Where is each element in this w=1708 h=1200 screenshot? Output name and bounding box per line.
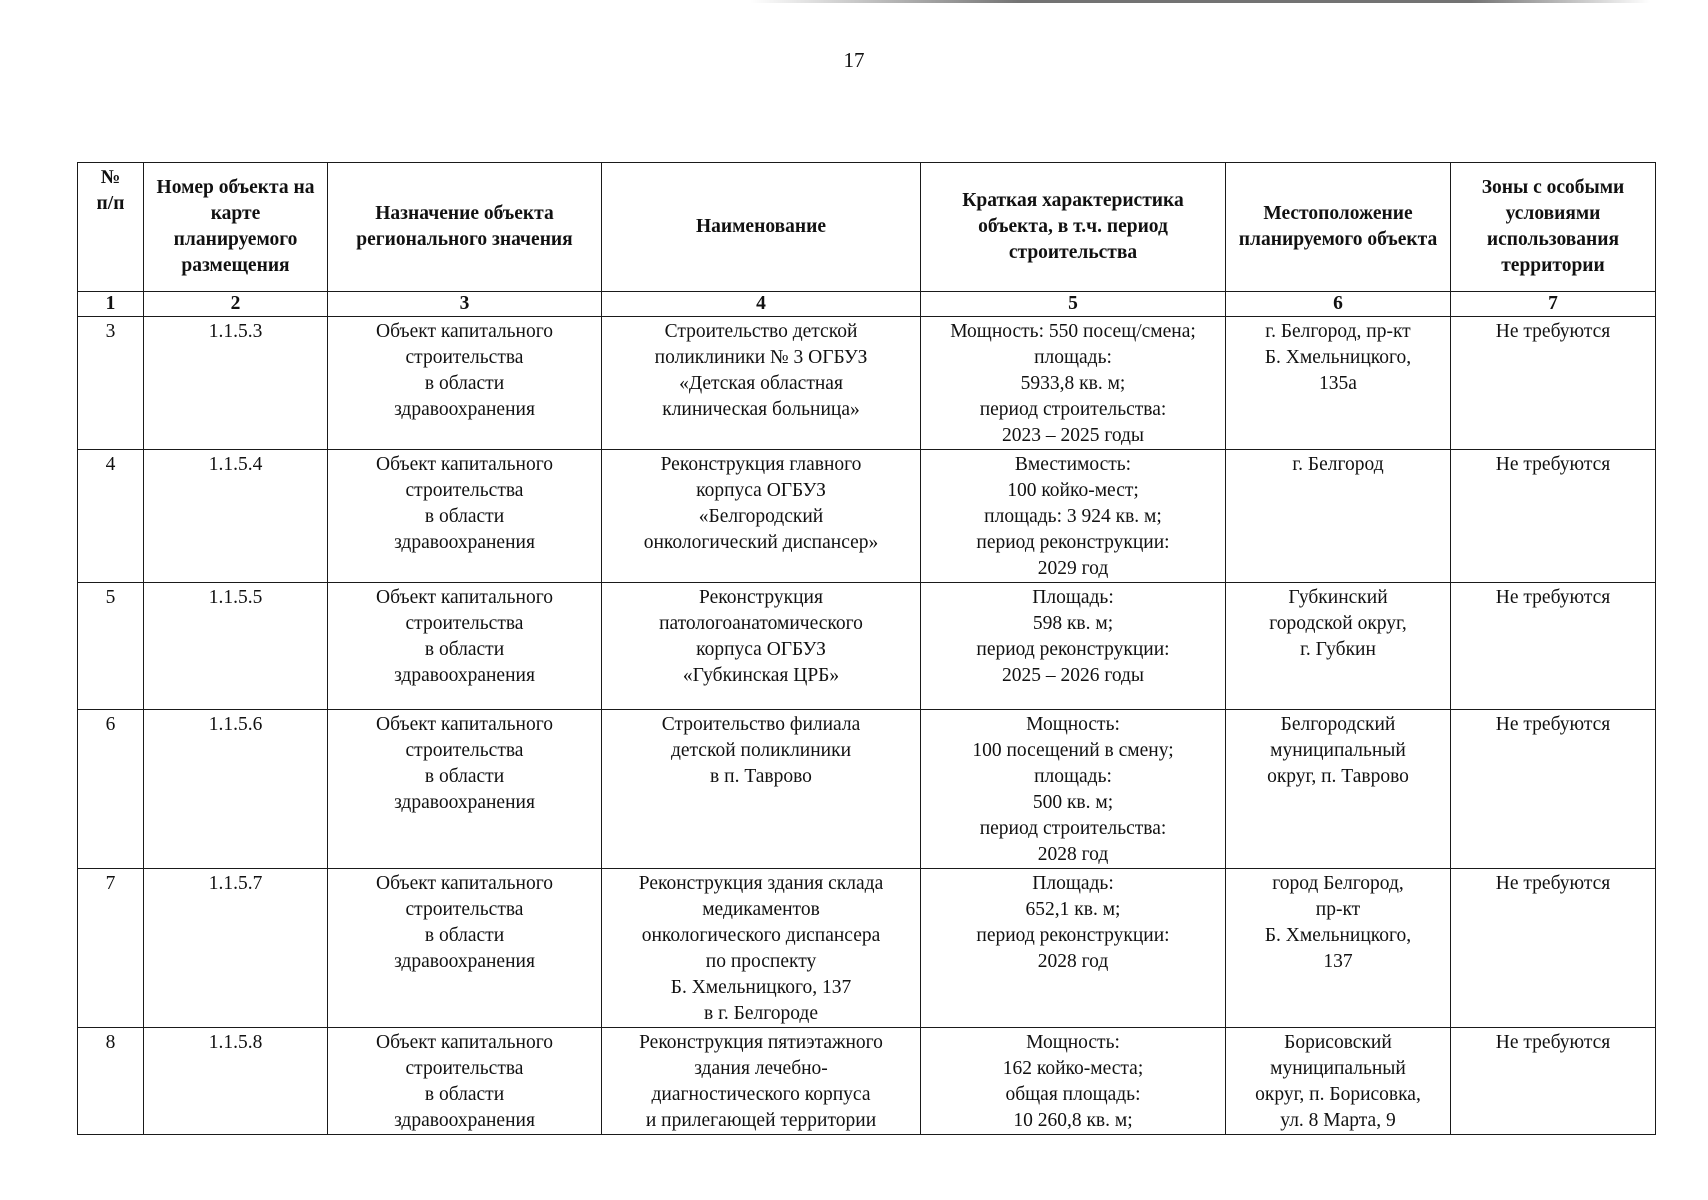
cell-purpose: Объект капитального строительства в области здравоохранения	[328, 317, 602, 450]
cell-characteristics: Мощность: 550 посещ/смена; площадь: 5933,8 кв. м; период строительства: 2023 – 2025 годы	[921, 317, 1226, 450]
cell-characteristics: Мощность: 162 койко-места; общая площадь: 10 260,8 кв. м;	[921, 1028, 1226, 1135]
column-number: 6	[1226, 292, 1451, 317]
cell-map-code: 1.1.5.7	[144, 869, 328, 1028]
cell-location: город Белгород, пр-кт Б. Хмельницкого, 137	[1226, 869, 1451, 1028]
table-row	[78, 1028, 1656, 1135]
cell-location: Губкинский городской округ, г. Губкин	[1226, 583, 1451, 710]
cell-purpose: Объект капитального строительства в области здравоохранения	[328, 1028, 602, 1135]
cell-zones: Не требуются	[1451, 317, 1656, 450]
cell-location: Борисовский муниципальный округ, п. Борисовка, ул. 8 Марта, 9	[1226, 1028, 1451, 1135]
header-map-code: Номер объекта на карте планируемого размещения	[144, 163, 328, 292]
column-number: 3	[328, 292, 602, 317]
cell-number: 4	[78, 450, 144, 583]
cell-name: Строительство детской поликлиники № 3 ОГБУЗ «Детская областная клиническая больница»	[602, 317, 921, 450]
cell-number: 6	[78, 710, 144, 869]
column-number: 5	[921, 292, 1226, 317]
cell-characteristics: Площадь: 652,1 кв. м; период реконструкции: 2028 год	[921, 869, 1226, 1028]
cell-purpose: Объект капитального строительства в области здравоохранения	[328, 583, 602, 710]
objects-table	[77, 162, 1656, 1135]
cell-map-code: 1.1.5.6	[144, 710, 328, 869]
cell-characteristics: Мощность: 100 посещений в смену; площадь: 500 кв. м; период строительства: 2028 год	[921, 710, 1226, 869]
header-zones: Зоны с особыми условиями использования территории	[1451, 163, 1656, 292]
table-row	[78, 317, 1656, 450]
cell-number: 7	[78, 869, 144, 1028]
cell-purpose: Объект капитального строительства в области здравоохранения	[328, 869, 602, 1028]
cell-number: 8	[78, 1028, 144, 1135]
cell-map-code: 1.1.5.4	[144, 450, 328, 583]
cell-map-code: 1.1.5.5	[144, 583, 328, 710]
table-header-row	[78, 163, 1656, 292]
cell-zones: Не требуются	[1451, 450, 1656, 583]
cell-zones: Не требуются	[1451, 583, 1656, 710]
cell-zones: Не требуются	[1451, 1028, 1656, 1135]
table-row	[78, 869, 1656, 1028]
column-number: 1	[78, 292, 144, 317]
cell-name: Строительство филиала детской поликлиники в п. Таврово	[602, 710, 921, 869]
cell-location: г. Белгород, пр-кт Б. Хмельницкого, 135а	[1226, 317, 1451, 450]
cell-number: 3	[78, 317, 144, 450]
header-number: № п/п	[78, 163, 144, 292]
column-numbers-row	[78, 292, 1656, 317]
cell-number: 5	[78, 583, 144, 710]
cell-map-code: 1.1.5.8	[144, 1028, 328, 1135]
table-row	[78, 583, 1656, 710]
table-row	[78, 450, 1656, 583]
page-number: 17	[843, 48, 865, 72]
cell-characteristics: Вместимость: 100 койко-мест; площадь: 3 924 кв. м; период реконструкции: 2029 год	[921, 450, 1226, 583]
cell-zones: Не требуются	[1451, 869, 1656, 1028]
cell-location: г. Белгород	[1226, 450, 1451, 583]
cell-purpose: Объект капитального строительства в области здравоохранения	[328, 710, 602, 869]
cell-zones: Не требуются	[1451, 710, 1656, 869]
cell-name: Реконструкция патологоанатомического корпуса ОГБУЗ «Губкинская ЦРБ»	[602, 583, 921, 710]
cell-name: Реконструкция здания склада медикаментов онкологического диспансера по проспекту Б. Хмельницкого, 137 в г. Белгороде	[602, 869, 921, 1028]
header-location: Местоположение планируемого объекта	[1226, 163, 1451, 292]
cell-purpose: Объект капитального строительства в области здравоохранения	[328, 450, 602, 583]
header-name: Наименование	[602, 163, 921, 292]
table-row	[78, 710, 1656, 869]
scan-edge-mark	[750, 0, 1650, 3]
cell-name: Реконструкция пятиэтажного здания лечебно- диагностического корпуса и прилегающей территории	[602, 1028, 921, 1135]
header-characteristics: Краткая характеристика объекта, в т.ч. период строительства	[921, 163, 1226, 292]
header-purpose: Назначение объекта регионального значения	[328, 163, 602, 292]
cell-map-code: 1.1.5.3	[144, 317, 328, 450]
column-number: 2	[144, 292, 328, 317]
cell-characteristics: Площадь: 598 кв. м; период реконструкции: 2025 – 2026 годы	[921, 583, 1226, 710]
column-number: 4	[602, 292, 921, 317]
cell-location: Белгородский муниципальный округ, п. Таврово	[1226, 710, 1451, 869]
column-number: 7	[1451, 292, 1656, 317]
cell-name: Реконструкция главного корпуса ОГБУЗ «Белгородский онкологический диспансер»	[602, 450, 921, 583]
